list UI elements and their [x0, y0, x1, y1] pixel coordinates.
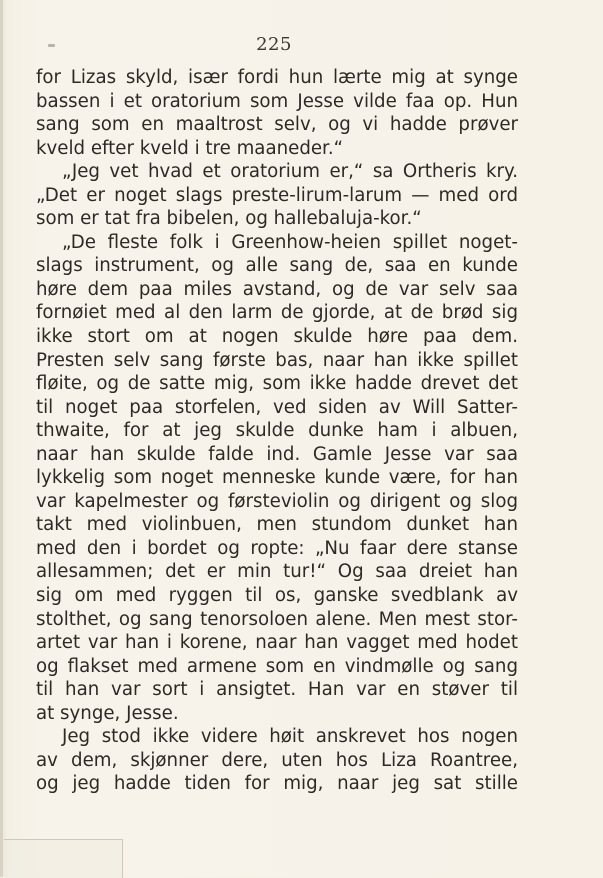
text-line: „Jeg vet hvad et oratorium er,“ sa Ortheris kry. [62, 161, 518, 183]
text-line: thwaite, for at jeg skulde dunke ham i albuen, [36, 420, 518, 442]
text-line: fløite, og de satte mig, som ikke hadde drevet det [36, 373, 518, 395]
scan-binding-edge [4, 839, 123, 878]
page-number: 225 [256, 34, 292, 55]
text-line: fornøiet med al den larm de gjorde, at de brød sig [36, 302, 518, 324]
text-line: lykkelig som noget menneske kunde være, for han [36, 467, 518, 489]
text-line: bassen i et oratorium som Jesse vilde faa op. Hun [36, 90, 518, 112]
text-line: „De fleste folk i Greenhow-heien spillet noget- [62, 231, 518, 253]
text-line: kveld efter kveld i tre maaneder.“ [36, 137, 344, 159]
text-line: for Lizas skyld, især fordi hun lærte mig at synge [36, 67, 518, 88]
text-line: til noget paa storfelen, ved siden av Will Satter- [36, 396, 518, 418]
text-line: og flakset med armene som en vindmølle og sang [36, 655, 518, 677]
text-line: Presten selv sang første bas, naar han ikke spillet [36, 349, 518, 371]
page-left-edge [0, 0, 3, 877]
text-line: allesammen; det er min tur!“ Og saa dreiet han [36, 561, 518, 583]
text-line: Jeg stod ikke videre høit anskrevet hos nogen [62, 726, 518, 748]
text-line: ikke stort om at nogen skulde høre paa dem. [36, 326, 518, 348]
text-line: og jeg hadde tiden for mig, naar jeg sat stille [36, 773, 518, 795]
text-line: av dem, skjønner dere, uten hos Liza Roantree, [36, 749, 518, 771]
text-line: takt med violinbuen, men stundom dunket han [36, 514, 518, 536]
text-line: sig om med ryggen til os, ganske svedblank av [36, 585, 518, 607]
text-line: var kapelmester og førsteviolin og dirigent og slog [36, 490, 518, 512]
text-line: sang som en maaltrost selv, og vi hadde prøver [36, 114, 518, 136]
text-line: slags instrument, og alle sang de, saa en kunde [36, 255, 518, 277]
text-line: „Det er noget slags preste-lirum-larum — med ord [36, 184, 518, 206]
text-line: med den i bordet og ropte: „Nu faar dere stanse [36, 537, 518, 559]
text-line: høre dem paa miles avstand, og de var selv saa [36, 278, 518, 300]
text-line: naar han skulde falde ind. Gamle Jesse var saa [36, 443, 518, 465]
text-line: artet var han i korene, naar han vagget med hodet [36, 632, 518, 654]
body-text [36, 66, 518, 796]
text-line: til han var sort i ansigtet. Han var en støver til [36, 679, 518, 701]
text-line: at synge, Jesse. [36, 702, 179, 724]
text-line: stolthet, og sang tenorsoloen alene. Men mest stor- [36, 608, 518, 630]
text-line: som er tat fra bibelen, og hallebaluja-kor.“ [36, 208, 422, 230]
